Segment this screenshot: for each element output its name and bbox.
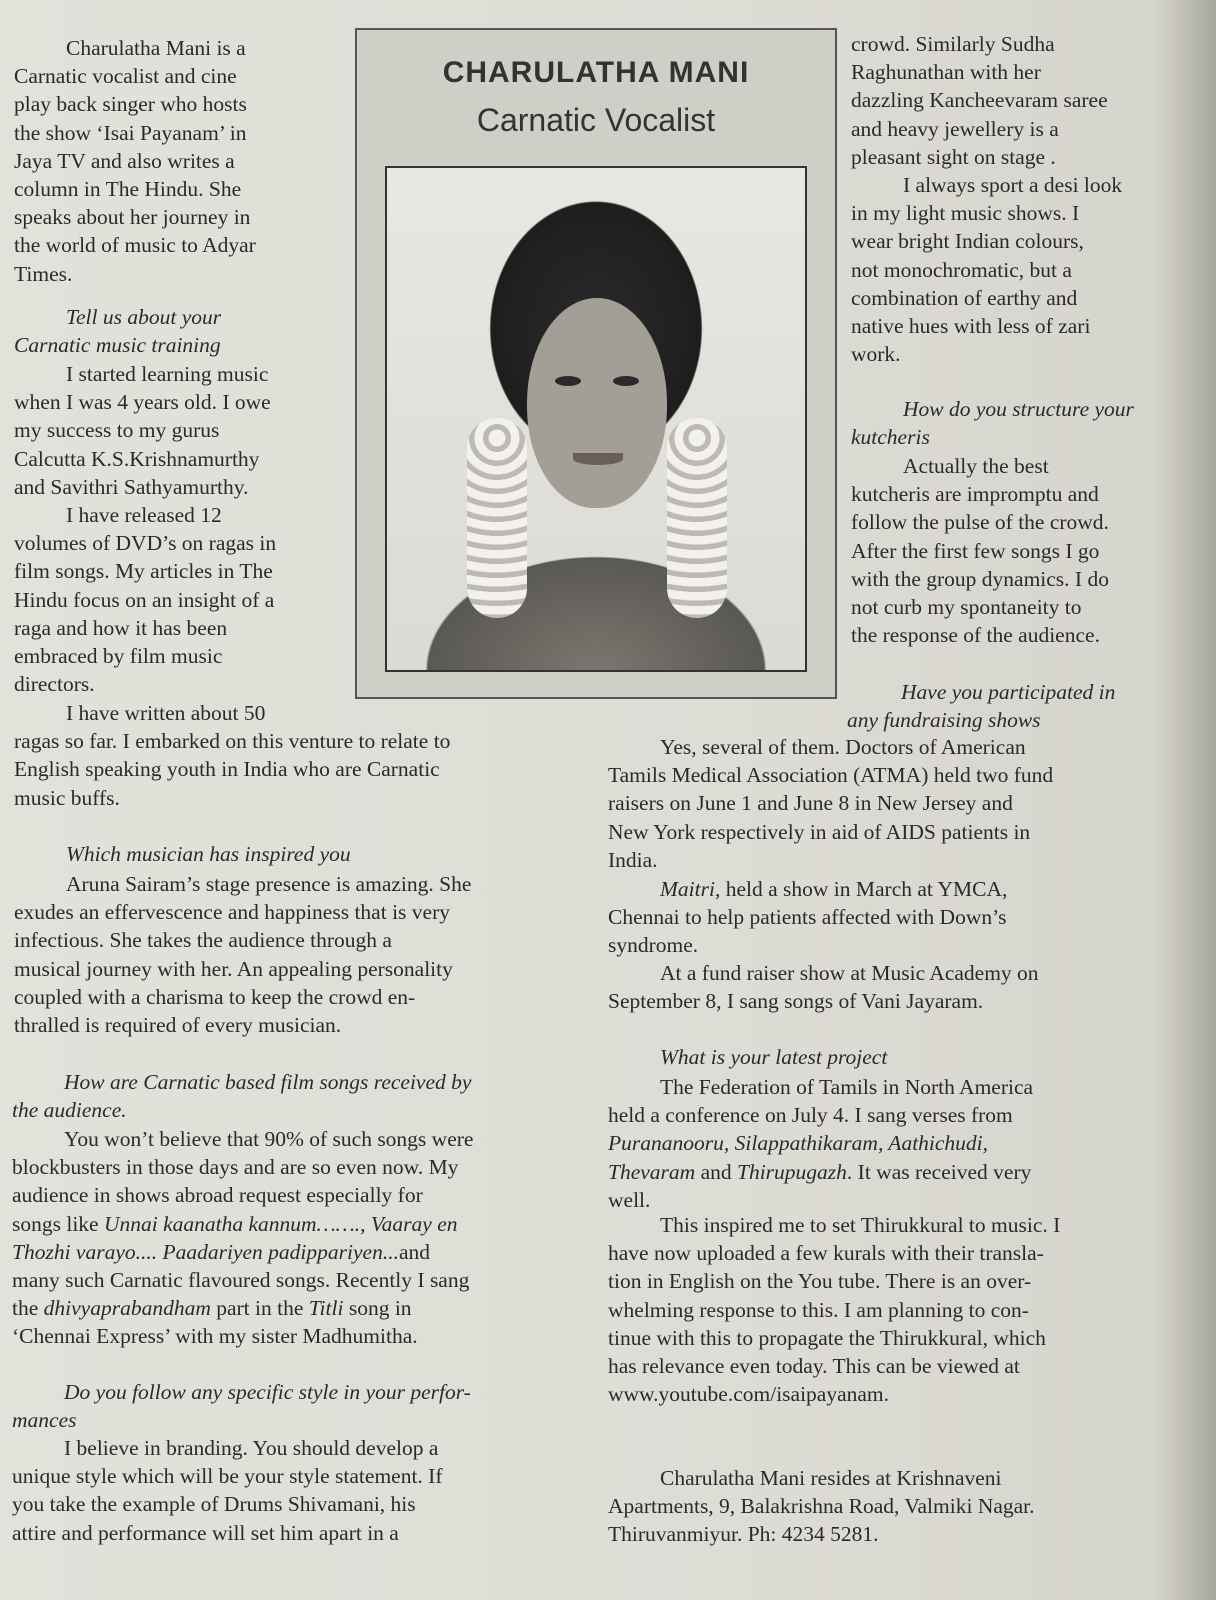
italic-text: Maitri xyxy=(660,877,715,901)
text: any fundraising shows xyxy=(847,708,1041,733)
text: combination of earthy and xyxy=(851,285,1078,310)
text-line xyxy=(851,115,1122,143)
text: native hues with less of zari xyxy=(851,314,1091,339)
text: my success to my gurus xyxy=(14,418,220,443)
text: volumes of DVD’s on ragas in xyxy=(14,531,277,556)
text-line xyxy=(14,303,221,331)
text-line xyxy=(608,1492,1035,1520)
italic-text: dhivyaprabandham xyxy=(43,1296,211,1321)
text-line xyxy=(14,331,221,359)
text-line xyxy=(12,1125,473,1153)
text-line xyxy=(12,1490,443,1518)
text: thralled is required of every musician. xyxy=(14,1013,342,1038)
text-line xyxy=(851,199,1122,227)
text-line xyxy=(12,1322,473,1350)
text: songs like xyxy=(12,1211,104,1236)
text: Yes, several of them. Doctors of American xyxy=(660,735,1026,759)
text: Apartments, 9, Balakrishna Road, Valmiki Nagar. xyxy=(608,1494,1035,1519)
text-line xyxy=(851,171,1122,199)
text-line xyxy=(12,1462,443,1490)
text: song in xyxy=(343,1296,412,1321)
text: blockbusters in those days and are so even now. My xyxy=(12,1155,459,1180)
text: work. xyxy=(851,342,901,367)
text: What is your latest project xyxy=(660,1045,888,1069)
text-line xyxy=(849,678,1115,706)
text-line xyxy=(608,1296,1060,1324)
text: and xyxy=(398,1239,431,1264)
text: I have released 12 xyxy=(66,503,222,527)
text: I always sport a desi look xyxy=(903,173,1123,198)
paragraph-a-kutcheris xyxy=(851,452,1109,649)
text-line xyxy=(14,501,276,529)
text: many such Carnatic flavoured songs. Recently I sang xyxy=(12,1268,470,1293)
text: September 8, I sang songs of Vani Jayaram. xyxy=(608,989,984,1014)
italic-text: Thirupugazh xyxy=(736,1159,847,1184)
text-line xyxy=(608,1464,1035,1492)
text-line xyxy=(12,1519,443,1547)
portrait-photo xyxy=(385,166,807,672)
italic-text: Purananooru, Silappathikaram, Aathichudi, xyxy=(608,1131,989,1156)
text: directors. xyxy=(14,672,95,697)
text-line xyxy=(608,1239,1060,1267)
text: crowd. Similarly Sudha xyxy=(851,32,1055,56)
text-line xyxy=(608,987,1039,1015)
question-q-project xyxy=(608,1043,887,1071)
text: held a conference on July 4. I sang verses from xyxy=(608,1103,1013,1128)
text-line xyxy=(12,1096,471,1124)
text: wear bright Indian colours, xyxy=(851,229,1084,254)
text-line xyxy=(608,818,1053,846)
text-line xyxy=(851,340,1122,368)
text-line xyxy=(14,1011,471,1039)
profile-box xyxy=(355,28,837,699)
text: Tell us about your xyxy=(66,305,222,329)
text: Carnatic music training xyxy=(14,333,221,358)
text-line xyxy=(608,875,1007,903)
text-line xyxy=(14,870,471,898)
jasmine-flowers xyxy=(467,418,527,618)
text-line xyxy=(14,90,256,118)
text: How do you structure your xyxy=(903,397,1134,421)
text-line xyxy=(14,62,256,90)
text-line xyxy=(14,557,276,585)
text: play back singer who hosts xyxy=(14,92,247,117)
text: when I was 4 years old. I owe xyxy=(14,390,271,415)
text-line xyxy=(12,1294,473,1322)
text-line xyxy=(14,614,276,642)
question-q-style xyxy=(12,1378,471,1434)
text-line xyxy=(851,256,1122,284)
text-line xyxy=(12,1266,473,1294)
text: musical journey with her. An appealing personality xyxy=(14,956,453,981)
text: the show ‘Isai Payanam’ in xyxy=(14,120,247,145)
text-line xyxy=(14,529,276,557)
text-line xyxy=(12,1210,473,1238)
text: speaks about her journey in xyxy=(14,205,251,230)
question-q-training xyxy=(14,303,221,359)
text: , held a show in March at YMCA, xyxy=(714,877,1008,901)
text-line xyxy=(608,1267,1060,1295)
text-line xyxy=(608,1380,1060,1408)
text-line xyxy=(12,1378,471,1406)
text: in my light music shows. I xyxy=(851,201,1080,226)
text: syndrome. xyxy=(608,933,699,958)
text: Do you follow any specific style in your perfor- xyxy=(64,1380,471,1404)
text-line xyxy=(14,840,351,868)
text-line xyxy=(608,1211,1060,1239)
question-q-fundraising xyxy=(849,678,1115,734)
text: kutcheris xyxy=(851,425,930,450)
text: Tamils Medical Association (ATMA) held two fund xyxy=(608,763,1054,788)
text-line xyxy=(14,360,271,388)
text: the audience. xyxy=(12,1098,127,1123)
text-line xyxy=(851,30,1122,58)
text-line xyxy=(608,1101,1033,1129)
text: column in The Hindu. She xyxy=(14,177,242,202)
text: raga and how it has been xyxy=(14,615,228,640)
text: I have written about 50 xyxy=(66,701,266,725)
text: Carnatic vocalist and cine xyxy=(14,64,237,89)
paragraph-a-training-1 xyxy=(14,360,271,501)
text: At a fund raiser show at Music Academy on xyxy=(660,961,1039,985)
text: This inspired me to set Thirukkural to music. I xyxy=(660,1213,1061,1237)
text: part in the xyxy=(210,1296,309,1321)
paragraph-intro xyxy=(14,34,256,288)
text: After the first few songs I go xyxy=(851,538,1100,563)
text: the xyxy=(12,1296,44,1321)
text-line xyxy=(12,1153,473,1181)
paragraph-a-fundraising-1 xyxy=(608,733,1053,874)
paragraph-a-style xyxy=(12,1434,443,1547)
italic-text: Titli xyxy=(308,1296,344,1321)
text: embraced by film music xyxy=(14,644,223,669)
text-line xyxy=(851,86,1122,114)
text: tinue with this to propagate the Thirukkural, which xyxy=(608,1325,1046,1350)
text-line xyxy=(14,175,256,203)
text: mances xyxy=(12,1408,77,1433)
paragraph-a-inspired xyxy=(14,870,471,1039)
text-line xyxy=(608,1186,1033,1214)
text-line xyxy=(851,508,1109,536)
text-line xyxy=(14,119,256,147)
profile-subtitle: Carnatic Vocalist xyxy=(476,102,716,138)
text-line xyxy=(14,898,471,926)
text: English speaking youth in India who are Carnatic xyxy=(14,757,440,782)
question-q-kutcheris xyxy=(851,395,1134,451)
italic-text: Unnai kaanatha kannum……., Vaaray en xyxy=(103,1211,458,1236)
text: Jaya TV and also writes a xyxy=(14,148,235,173)
text-line xyxy=(608,1129,1033,1157)
paragraph-a-project-1 xyxy=(608,1073,1033,1214)
text-line xyxy=(14,203,256,231)
text: whelming response to this. I am planning to con- xyxy=(608,1297,1029,1322)
text-line xyxy=(608,1324,1060,1352)
text-line xyxy=(14,955,471,983)
paragraph-a-film xyxy=(12,1125,473,1351)
text: Actually the best xyxy=(903,454,1049,478)
question-q-film xyxy=(12,1068,471,1124)
text-line xyxy=(14,983,471,1011)
text: Hindu focus on an insight of a xyxy=(14,587,275,612)
text: Times. xyxy=(14,261,73,286)
text-line xyxy=(608,846,1053,874)
text-line xyxy=(851,621,1109,649)
text: and heavy jewellery is a xyxy=(851,116,1059,141)
text: The Federation of Tamils in North America xyxy=(660,1075,1034,1099)
text-line xyxy=(851,537,1109,565)
text: New York respectively in aid of AIDS patients in xyxy=(608,819,1031,844)
text: ragas so far. I embarked on this venture to relate to xyxy=(14,729,451,754)
portrait-eye xyxy=(555,376,581,386)
text: ‘Chennai Express’ with my sister Madhumitha. xyxy=(12,1324,418,1349)
text: follow the pulse of the crowd. xyxy=(851,510,1109,535)
portrait-eye xyxy=(613,376,639,386)
text-line xyxy=(608,903,1007,931)
text-line xyxy=(14,445,271,473)
jasmine-flowers xyxy=(667,418,727,618)
text-line xyxy=(851,395,1134,423)
text: dazzling Kancheevaram saree xyxy=(851,88,1108,113)
text: Aruna Sairam’s stage presence is amazing. She xyxy=(66,872,472,896)
text-line xyxy=(14,670,276,698)
text: kutcheris are impromptu and xyxy=(851,482,1099,507)
paragraph-a-training-2 xyxy=(14,501,276,698)
text-line xyxy=(851,312,1122,340)
text: Chennai to help patients affected with Down’s xyxy=(608,905,1007,930)
portrait-face xyxy=(527,298,667,508)
text: How are Carnatic based film songs received by xyxy=(64,1070,472,1094)
text: coupled with a charisma to keep the crowd en- xyxy=(14,984,416,1009)
text-line xyxy=(608,789,1053,817)
text: you take the example of Drums Shivamani, his xyxy=(12,1492,416,1517)
text-line xyxy=(851,480,1109,508)
text-line xyxy=(14,642,276,670)
text: Which musician has inspired you xyxy=(66,842,351,866)
text: I started learning music xyxy=(66,362,269,386)
text: Charulatha Mani resides at Krishnaveni xyxy=(660,1466,1002,1490)
text-line xyxy=(12,1068,471,1096)
text-line xyxy=(608,1352,1060,1380)
text: music buffs. xyxy=(14,785,120,810)
text: well. xyxy=(608,1187,651,1212)
text: and xyxy=(695,1159,737,1184)
text-line xyxy=(851,284,1122,312)
text-line xyxy=(608,1520,1035,1548)
text-line xyxy=(608,1158,1033,1186)
paragraph-address xyxy=(608,1464,1035,1549)
profile-name: CHARULATHA MANI xyxy=(442,56,750,89)
text: India. xyxy=(608,847,658,872)
text: . It was received very xyxy=(846,1159,1032,1184)
text: the response of the audience. xyxy=(851,623,1100,648)
text: exudes an effervescence and happiness that is very xyxy=(14,900,450,925)
italic-text: Thozhi varayo.... Paadariyen padippariyen... xyxy=(12,1239,399,1264)
text-line xyxy=(851,423,1134,451)
paragraph-a-fundraising-2 xyxy=(608,875,1007,960)
text-line xyxy=(14,586,276,614)
text-line xyxy=(12,1181,473,1209)
paragraph-a-fundraising-3 xyxy=(608,959,1039,1015)
text-line xyxy=(608,931,1007,959)
text: audience in shows abroad request especially for xyxy=(12,1183,423,1208)
text-line xyxy=(847,706,1115,734)
text-line xyxy=(14,784,450,812)
text-line xyxy=(851,143,1122,171)
text-line xyxy=(14,388,271,416)
text: the world of music to Adyar xyxy=(14,233,256,258)
text: Have you participated in xyxy=(901,680,1116,704)
text-line xyxy=(14,147,256,175)
text: unique style which will be your style statement. If xyxy=(12,1464,443,1489)
text-line xyxy=(608,761,1053,789)
text-line xyxy=(14,231,256,259)
text-line xyxy=(14,926,471,954)
text: attire and performance will set him apart in a xyxy=(12,1520,399,1545)
text: I believe in branding. You should develop a xyxy=(64,1436,439,1460)
text-line xyxy=(14,473,271,501)
text-line xyxy=(851,565,1109,593)
text: tion in English on the You tube. There is an over- xyxy=(608,1269,1032,1294)
paragraph-a-project-2 xyxy=(608,1211,1060,1408)
text-line xyxy=(851,227,1122,255)
text: have now uploaded a few kurals with their transla- xyxy=(608,1241,1044,1266)
italic-text: Thevaram xyxy=(608,1159,696,1184)
text: not curb my spontaneity to xyxy=(851,595,1082,620)
text-line xyxy=(14,755,450,783)
text: not monochromatic, but a xyxy=(851,257,1072,282)
paragraph-a-training-3 xyxy=(14,699,450,812)
text: infectious. She takes the audience through a xyxy=(14,928,392,953)
text: www.youtube.com/isaipayanam. xyxy=(608,1382,890,1407)
text: Raghunathan with her xyxy=(851,60,1041,85)
text: film songs. My articles in The xyxy=(14,559,273,584)
text: You won’t believe that 90% of such songs were xyxy=(64,1127,474,1151)
text: Charulatha Mani is a xyxy=(66,36,246,60)
portrait-mouth xyxy=(573,453,623,465)
text-line xyxy=(14,34,256,62)
text-line xyxy=(608,733,1053,761)
text-line xyxy=(14,416,271,444)
text: has relevance even today. This can be viewed at xyxy=(608,1354,1020,1379)
text-line xyxy=(608,959,1039,987)
text-line xyxy=(608,1073,1033,1101)
text: Thiruvanmiyur. Ph: 4234 5281. xyxy=(608,1522,879,1547)
text-line xyxy=(14,727,450,755)
text: raisers on June 1 and June 8 in New Jersey and xyxy=(608,791,1013,816)
text: Calcutta K.S.Krishnamurthy xyxy=(14,446,260,471)
text-line xyxy=(14,699,450,727)
text: pleasant sight on stage . xyxy=(851,144,1056,169)
text-line xyxy=(12,1434,443,1462)
text-line xyxy=(12,1406,471,1434)
text: with the group dynamics. I do xyxy=(851,566,1109,591)
text-line xyxy=(12,1238,473,1266)
text-line xyxy=(608,1043,887,1071)
text-line xyxy=(14,260,256,288)
text-line xyxy=(851,452,1109,480)
paragraph-a-style-cont xyxy=(851,30,1122,368)
text-line xyxy=(851,593,1109,621)
text-line xyxy=(851,58,1122,86)
text: and Savithri Sathyamurthy. xyxy=(14,474,249,499)
question-q-inspired xyxy=(14,840,351,868)
